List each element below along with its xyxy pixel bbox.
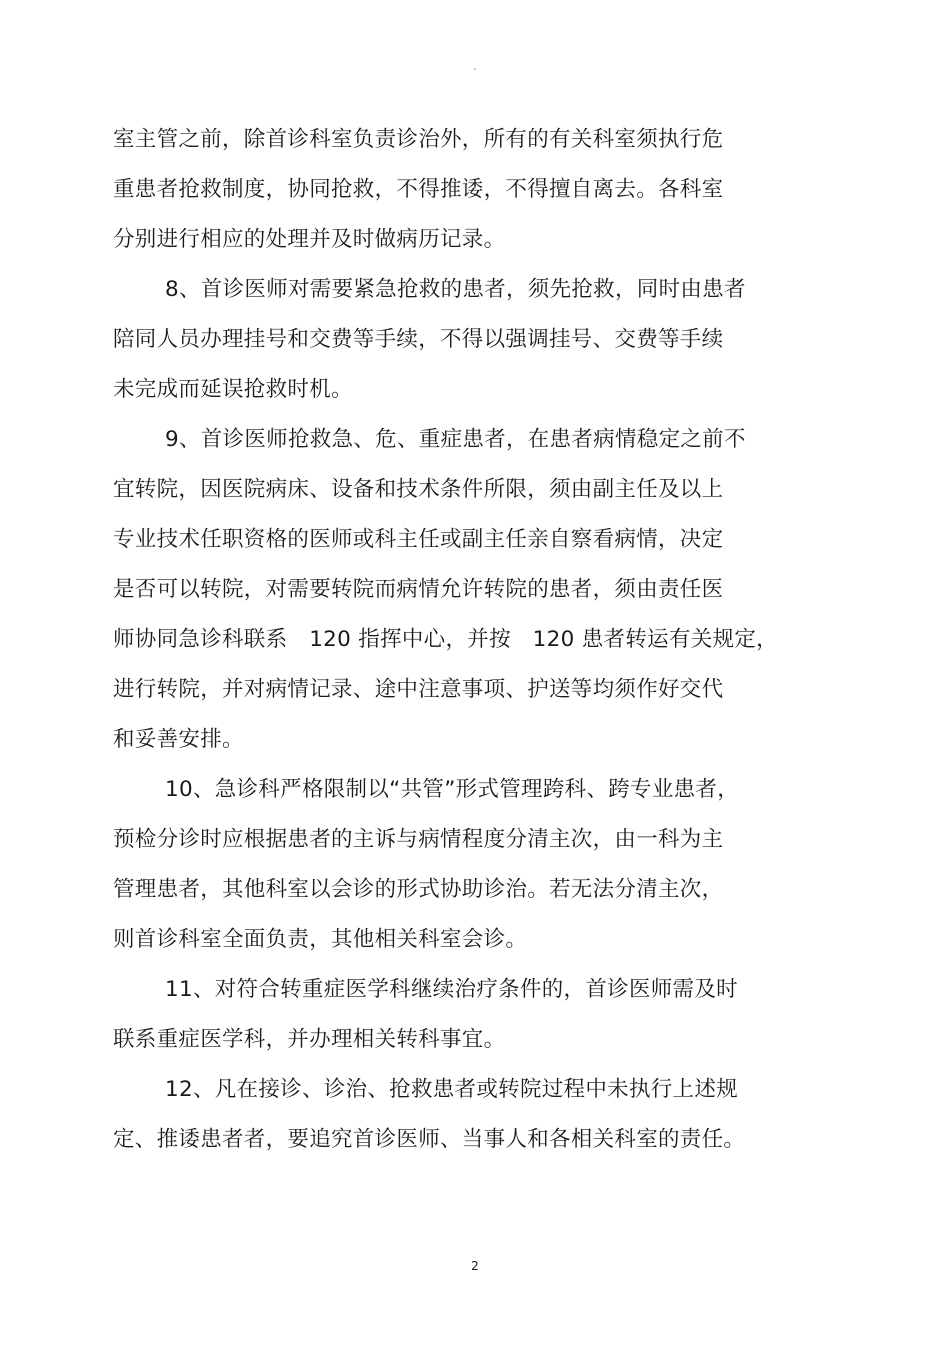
text-line: 是否可以转院，对需要转院而病情允许转院的患者，须由责任医 [113, 577, 724, 602]
text-line: 定、推诿患者者，要追究首诊医师、当事人和各相关科室的责任。 [113, 1127, 746, 1152]
text-line: 进行转院，并对病情记录、途中注意事项、护送等均须作好交代 [113, 677, 724, 702]
paragraph-8-start: 8、首诊医师对需要紧急抢救的患者，须先抢救，同时由患者 [165, 277, 746, 302]
text-line: 陪同人员办理挂号和交费等手续，不得以强调挂号、交费等手续 [113, 327, 724, 352]
paragraph-10-start: 10、急诊科严格限制以“共管”形式管理跨科、跨专业患者， [165, 777, 740, 802]
text-line: 联系重症医学科，并办理相关转科事宜。 [113, 1027, 506, 1052]
page-number: 2 [471, 1259, 479, 1273]
paragraph-11-start: 11、对符合转重症医学科继续治疗条件的，首诊医师需及时 [165, 977, 738, 1002]
header-mark: " [473, 67, 477, 76]
text-line: 管理患者，其他科室以会诊的形式协助诊治。若无法分清主次， [113, 877, 724, 902]
text-line: 重患者抢救制度，协同抢救，不得推诿，不得擅自离去。各科室 [113, 177, 724, 202]
document-body [113, 115, 833, 1165]
paragraph-9-start: 9、首诊医师抢救急、危、重症患者，在患者病情稳定之前不 [165, 427, 746, 452]
text-line: 预检分诊时应根据患者的主诉与病情程度分清主次，由一科为主 [113, 827, 724, 852]
text-line: 宜转院，因医院病床、设备和技术条件所限，须由副主任及以上 [113, 477, 724, 502]
text-line: 未完成而延误抢救时机。 [113, 377, 353, 402]
text-line: 室主管之前，除首诊科室负责诊治外，所有的有关科室须执行危 [113, 127, 724, 152]
text-line: 分别进行相应的处理并及时做病历记录。 [113, 227, 506, 252]
paragraph-12-start: 12、凡在接诊、诊治、抢救患者或转院过程中未执行上述规 [165, 1077, 738, 1102]
text-line: 则首诊科室全面负责，其他相关科室会诊。 [113, 927, 528, 952]
text-line: 专业技术任职资格的医师或科主任或副主任亲自察看病情，决定 [113, 527, 724, 552]
text-line: 和妥善安排。 [113, 727, 244, 752]
text-line: 师协同急诊科联系 120 指挥中心，并按 120 患者转运有关规定， [113, 627, 778, 652]
